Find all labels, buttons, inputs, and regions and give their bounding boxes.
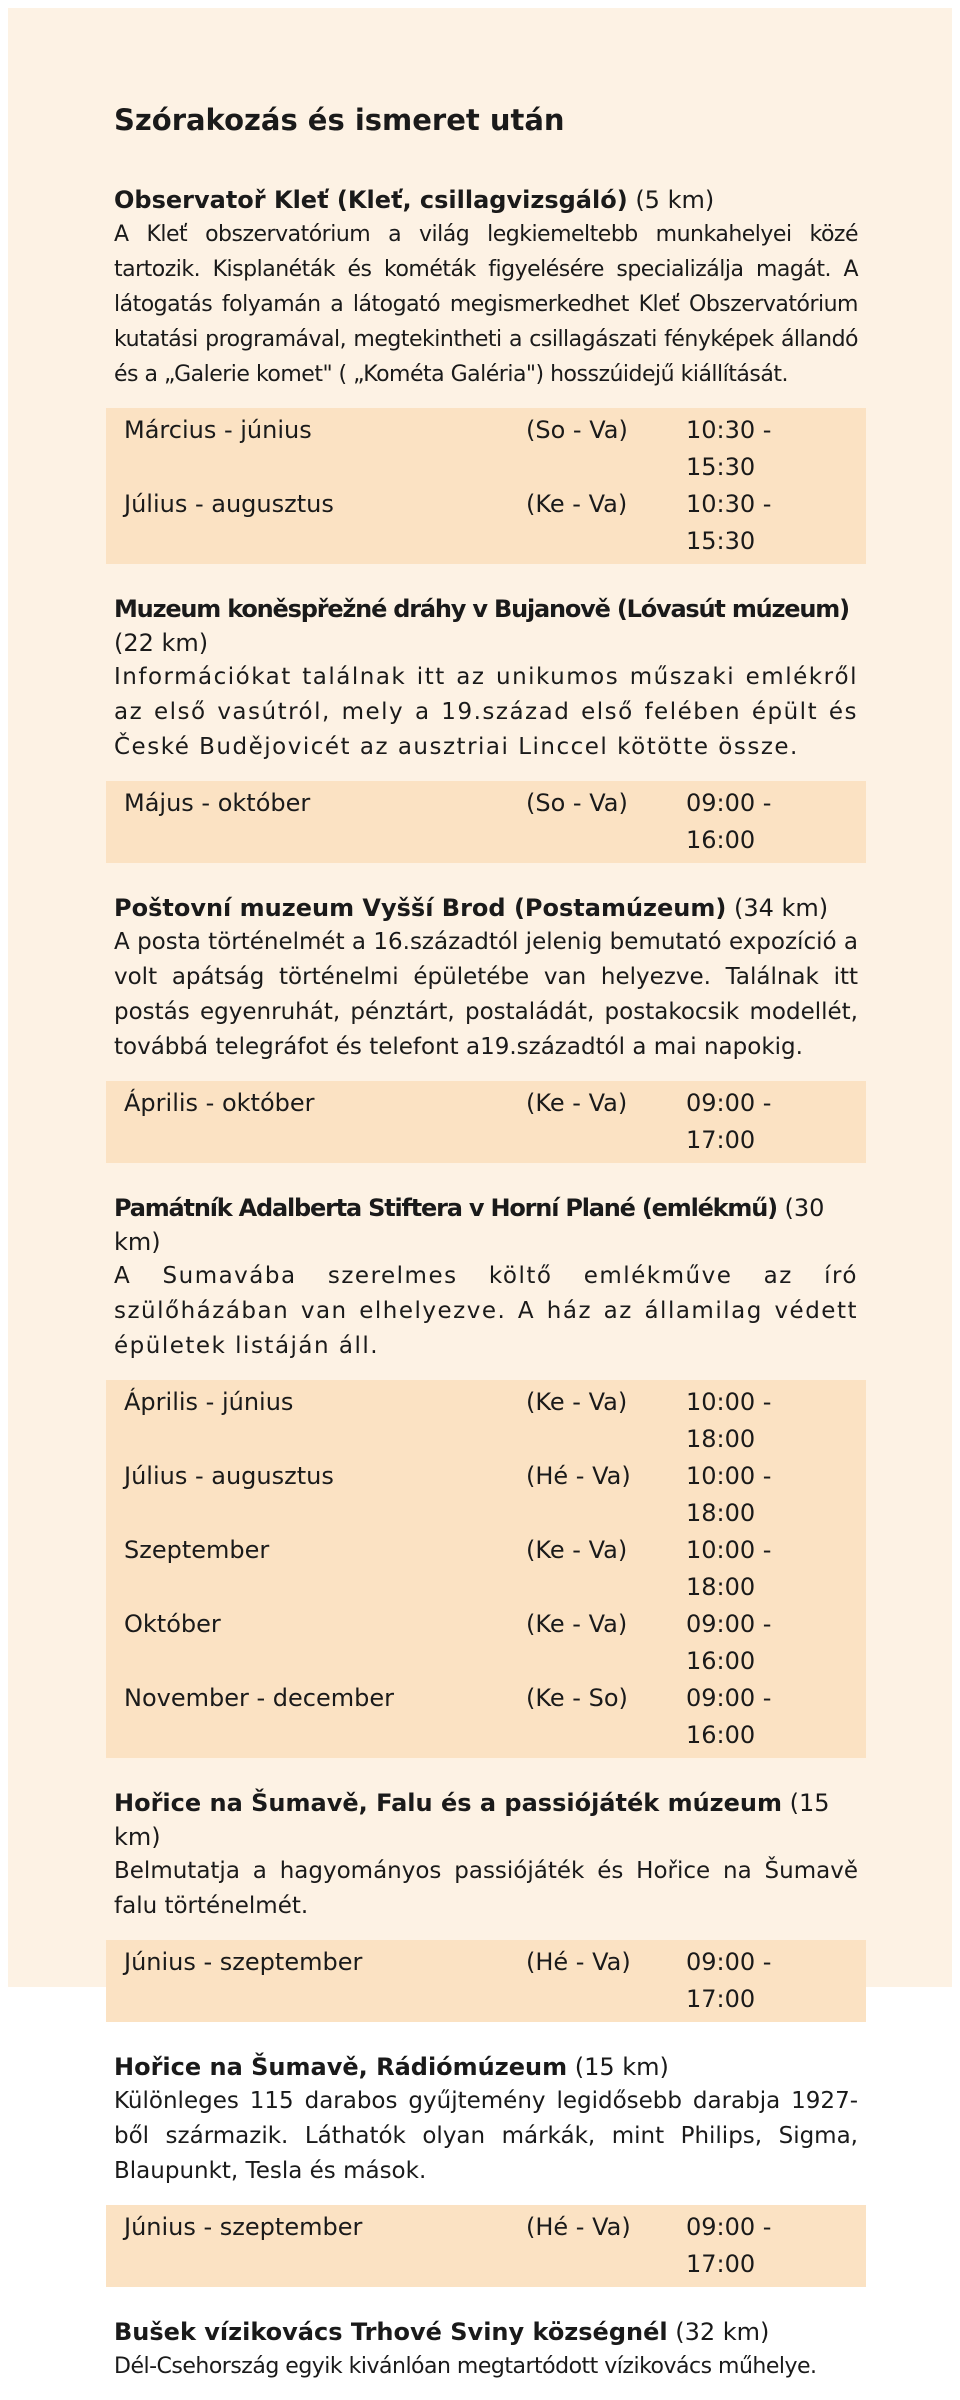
hours-row bbox=[106, 486, 866, 560]
hours-time: 09:00 - 16:00 bbox=[686, 789, 772, 854]
hours-row bbox=[106, 785, 866, 859]
attraction-section bbox=[106, 1191, 866, 1364]
hours-days: (Hé - Va) bbox=[526, 1462, 631, 1490]
hours-days: (Ke - Va) bbox=[526, 1089, 628, 1117]
hours-time: 10:00 - 18:00 bbox=[686, 1536, 772, 1601]
hours-days: (Hé - Va) bbox=[526, 2213, 631, 2241]
attraction-description: Különleges 115 darabos gyűjtemény legidősebb darabja 1927-ből származik. Láthatók olyan márkák, mint Philips, Sigma, Blaupunkt, Tesla és mások. bbox=[114, 2088, 858, 2184]
attraction-section bbox=[106, 2050, 866, 2189]
attraction-description: A posta történelmét a 16.századtól jelenig bemutató expozíció a volt apátság történelmi épületébe van helyezve. Találnak itt postás egyenruhát, pénztárt, postaládát, postakocsik modellét, továbbá telegráfot és telefont a19.századtól a mai napokig. bbox=[114, 929, 858, 1060]
hours-time: 10:00 - 18:00 bbox=[686, 1462, 772, 1527]
attraction-distance: (15 km) bbox=[574, 2053, 669, 2081]
attraction-section bbox=[106, 592, 866, 765]
hours-row bbox=[106, 1944, 866, 2018]
attraction-name: Observatoř Kleť (Kleť, csillagvizsgáló) bbox=[114, 186, 628, 214]
hours-period: Április - október bbox=[124, 1089, 315, 1117]
attraction-name: Hořice na Šumavě, Rádiómúzeum bbox=[114, 2053, 568, 2081]
hours-days: (Ke - Va) bbox=[526, 1388, 628, 1416]
hours-row bbox=[106, 1384, 866, 1458]
hours-days: (Ke - So) bbox=[526, 1684, 628, 1712]
hours-time: 10:00 - 18:00 bbox=[686, 1388, 772, 1453]
hours-time: 10:30 - 15:30 bbox=[686, 490, 772, 555]
attraction-description: Információkat találnak itt az unikumos műszaki emlékről az első vasútról, mely a 19.század első felében épült és České Budějovicét az ausztriai Linccel kötötte össze. bbox=[114, 664, 858, 760]
hours-period: Szeptember bbox=[124, 1536, 270, 1564]
attraction-heading bbox=[114, 1786, 858, 1854]
hours-row bbox=[106, 1606, 866, 1680]
attraction-section bbox=[106, 891, 866, 1065]
hours-time: 09:00 - 17:00 bbox=[686, 1089, 772, 1154]
attraction-section bbox=[106, 183, 866, 392]
hours-days: (So - Va) bbox=[526, 789, 628, 817]
opening-hours bbox=[106, 1380, 866, 1758]
attraction-distance: (5 km) bbox=[635, 186, 715, 214]
hours-period: Március - június bbox=[124, 416, 312, 444]
opening-hours bbox=[106, 2205, 866, 2287]
hours-time: 09:00 - 17:00 bbox=[686, 1948, 772, 2013]
opening-hours bbox=[106, 408, 866, 564]
attraction-section bbox=[106, 1786, 866, 1924]
hours-days: (Ke - Va) bbox=[526, 1536, 628, 1564]
hours-time: 09:00 - 17:00 bbox=[686, 2213, 772, 2278]
hours-row bbox=[106, 1458, 866, 1532]
attraction-heading bbox=[114, 891, 858, 925]
attraction-distance: (22 km) bbox=[114, 629, 209, 657]
attraction-name: Památník Adalberta Stiftera v Horní Plané (emlékmű) bbox=[114, 1194, 777, 1222]
hours-row bbox=[106, 412, 866, 486]
attraction-heading bbox=[114, 592, 858, 660]
hours-time: 10:30 - 15:30 bbox=[686, 416, 772, 481]
hours-row bbox=[106, 2209, 866, 2283]
attraction-heading bbox=[114, 183, 858, 217]
opening-hours bbox=[106, 1940, 866, 2022]
opening-hours bbox=[106, 781, 866, 863]
attraction-heading bbox=[114, 2050, 858, 2084]
hours-time: 09:00 - 16:00 bbox=[686, 1610, 772, 1675]
attraction-description: A Kleť obszervatórium a világ legkiemeltebb munkahelyei közé tartozik. Kisplanéták és kométák figyelésére specializálja magát. A látogatás folyamán a látogató megismerkedhet Kleť Obszervatórium kutatási programával, megtekintheti a csillagászati fényképek állandó és a „Galerie komet" ( „Kométa Galéria") hosszúidejű kiállítását. bbox=[114, 222, 858, 387]
hours-period: Június - szeptember bbox=[124, 1948, 363, 1976]
attraction-name: Poštovní muzeum Vyšší Brod (Postamúzeum) bbox=[114, 894, 727, 922]
hours-row bbox=[106, 1085, 866, 1159]
page-content bbox=[106, 103, 866, 2400]
attraction-name: Muzeum koněspřežné dráhy v Bujanově (Lóvasút múzeum) bbox=[114, 595, 849, 623]
hours-period: Július - augusztus bbox=[124, 1462, 334, 1490]
attraction-section bbox=[106, 2315, 866, 2384]
page-title: Szórakozás és ismeret után bbox=[114, 103, 565, 137]
hours-period: November - december bbox=[124, 1684, 394, 1712]
attraction-distance: (34 km) bbox=[734, 894, 829, 922]
attraction-name: Hořice na Šumavě, Falu és a passiójáték múzeum bbox=[114, 1789, 783, 1817]
hours-days: (So - Va) bbox=[526, 416, 628, 444]
hours-days: (Hé - Va) bbox=[526, 1948, 631, 1976]
hours-days: (Ke - Va) bbox=[526, 490, 628, 518]
brochure-page bbox=[8, 8, 952, 2379]
attraction-description: A Sumavába szerelmes költő emlékműve az író szülőházában van elhelyezve. A ház az államilag védett épületek listáján áll. bbox=[114, 1263, 858, 1359]
attraction-distance: (15 km) bbox=[114, 1789, 830, 1851]
attraction-description: Dél-Csehország egyik kivánlóan megtartódott vízikovács műhelye. bbox=[114, 2354, 817, 2379]
hours-period: Október bbox=[124, 1610, 221, 1638]
attraction-heading bbox=[114, 1191, 858, 1259]
hours-row bbox=[106, 1532, 866, 1606]
attraction-distance: (32 km) bbox=[675, 2318, 770, 2346]
opening-hours bbox=[106, 1081, 866, 1163]
hours-period: Május - október bbox=[124, 789, 311, 817]
hours-time: 09:00 - 16:00 bbox=[686, 1684, 772, 1749]
hours-period: Április - június bbox=[124, 1388, 294, 1416]
attraction-description: Belmutatja a hagyományos passiójáték és Hořice na Šumavě falu történelmét. bbox=[114, 1858, 858, 1919]
hours-days: (Ke - Va) bbox=[526, 1610, 628, 1638]
attraction-heading bbox=[114, 2315, 858, 2349]
attraction-name: Bušek vízikovács Trhové Sviny községnél bbox=[114, 2318, 668, 2346]
hours-period: Július - augusztus bbox=[124, 490, 334, 518]
attraction-distance: (30 km) bbox=[114, 1194, 825, 1256]
hours-row bbox=[106, 1680, 866, 1754]
hours-period: Június - szeptember bbox=[124, 2213, 363, 2241]
